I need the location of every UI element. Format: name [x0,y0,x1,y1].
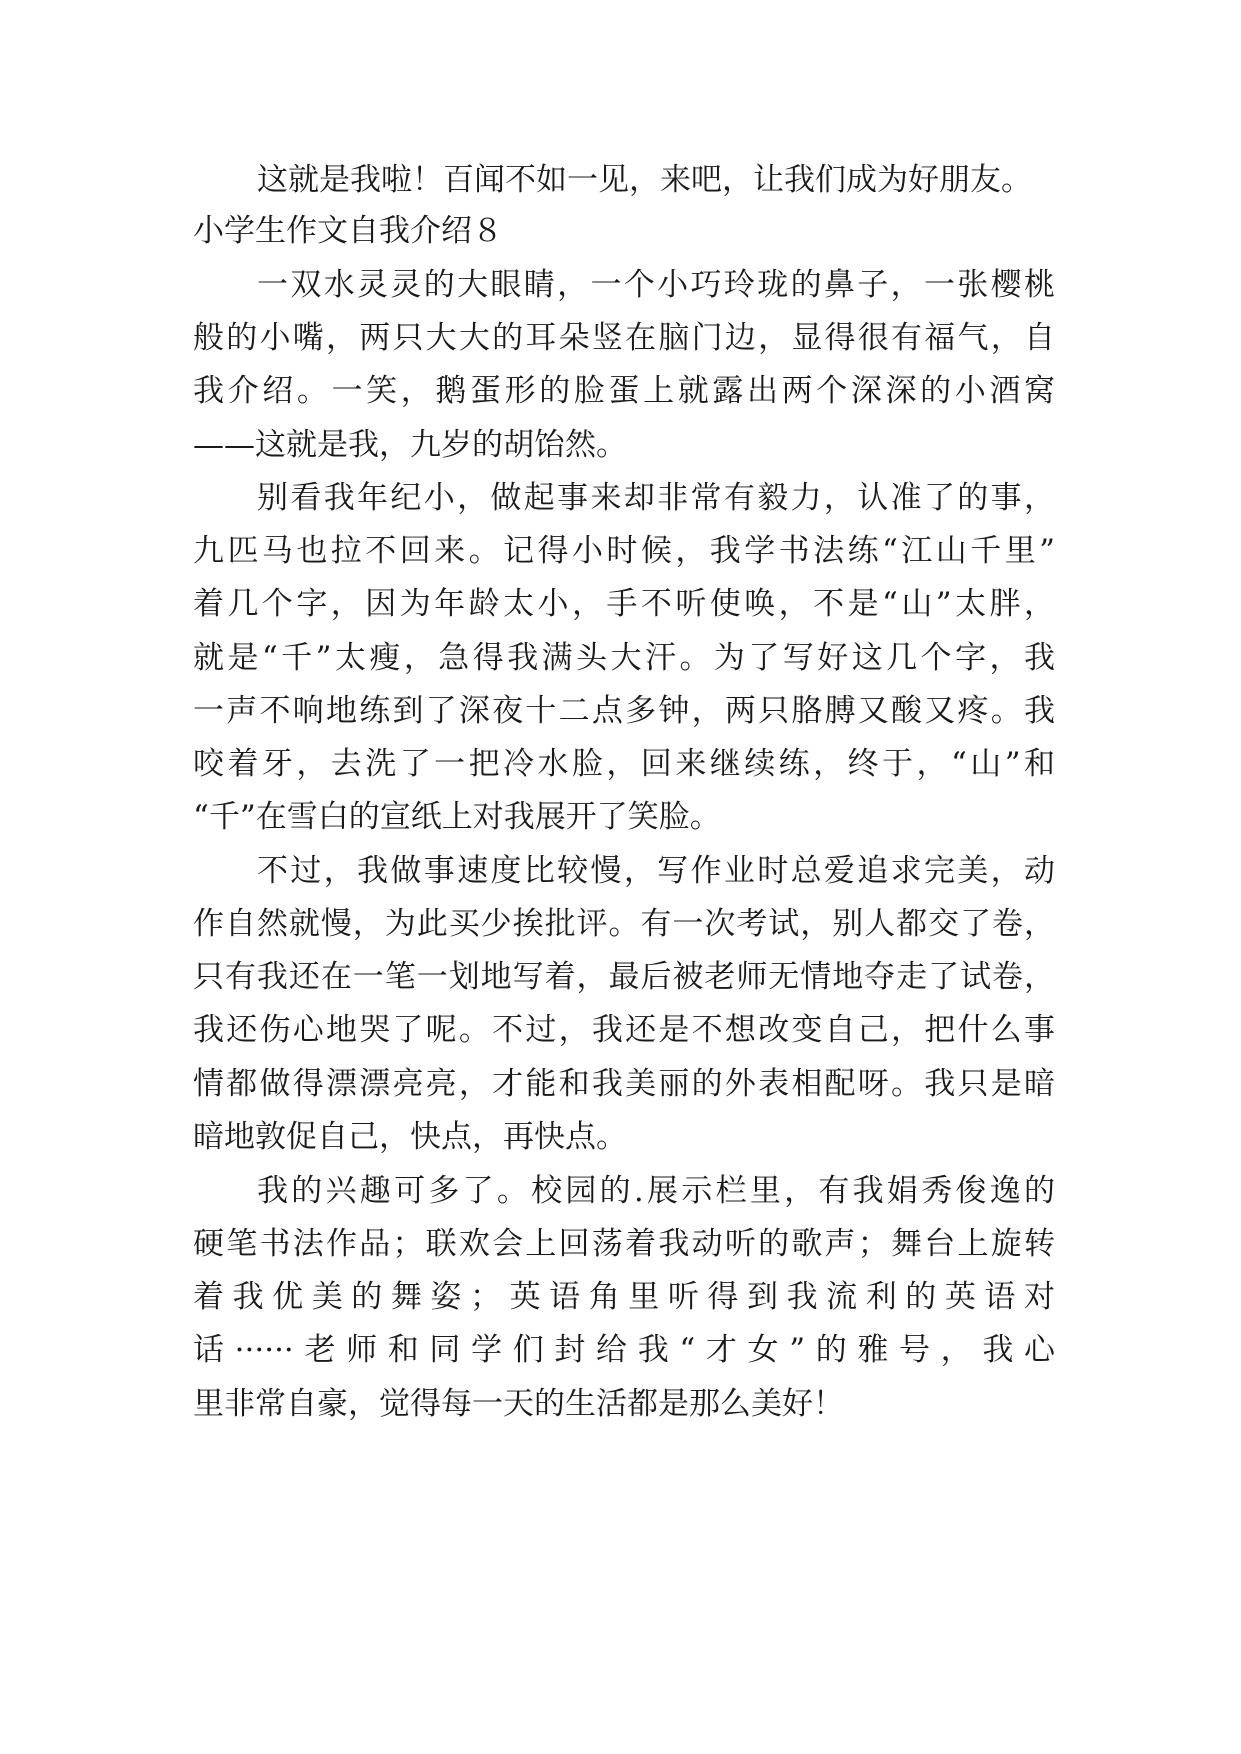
paragraph-line: 着几个字，因为年龄太小，手不听使唤，不是“山”太胖， [193,586,1055,622]
paragraph-line: ——这就是我，九岁的胡饴然。 [193,427,627,463]
paragraph-line: “千”在雪白的宣纸上对我展开了笑脸。 [193,799,721,835]
paragraph-line: 不过，我做事速度比较慢，写作业时总爱追求完美，动 [257,853,1055,889]
closing-line: 这就是我啦！百闻不如一见，来吧，让我们成为好朋友。 [257,162,1032,198]
paragraph-line: 硬笔书法作品；联欢会上回荡着我动听的歌声；舞台上旋转 [193,1226,1055,1262]
paragraph-line: 就是“千”太瘦，急得我满头大汗。为了写好这几个字，我 [193,640,1055,676]
paragraph-line: 九匹马也拉不回来。记得小时候，我学书法练“江山千里” [193,533,1055,569]
paragraph-line: 情都做得漂漂亮亮，才能和我美丽的外表相配呀。我只是暗 [193,1066,1055,1102]
paragraph-line: 着我优美的舞姿；英语角里听得到我流利的英语对 [193,1279,1055,1315]
paragraph-line: 暗地敦促自己，快点，再快点。 [193,1119,627,1155]
paragraph-line: 里非常自豪，觉得每一天的生活都是那么美好！ [193,1386,844,1422]
essay-heading: 小学生作文自我介绍８ [193,213,503,249]
paragraph-line: 咬着牙，去洗了一把冷水脸，回来继续练，终于，“山”和 [193,746,1055,782]
paragraph-line: 一声不响地练到了深夜十二点多钟，两只胳膊又酸又疼。我 [193,693,1055,729]
paragraph-line: 作自然就慢，为此买少挨批评。有一次考试，别人都交了卷， [193,906,1055,942]
paragraph-line: 只有我还在一笔一划地写着，最后被老师无情地夺走了试卷， [193,959,1055,995]
paragraph-line: 般的小嘴，两只大大的耳朵竖在脑门边，显得很有福气，自 [193,320,1055,356]
paragraph-line: 我还伤心地哭了呢。不过，我还是不想改变自己，把什么事 [193,1012,1055,1048]
paragraph-line: 我的兴趣可多了。校园的.展示栏里，有我娟秀俊逸的 [257,1173,1055,1209]
paragraph-line: 我介绍。一笑，鹅蛋形的脸蛋上就露出两个深深的小酒窝 [193,373,1055,409]
paragraph-line: 一双水灵灵的大眼睛，一个小巧玲珑的鼻子，一张樱桃 [257,267,1055,303]
paragraph-line: 别看我年纪小，做起事来却非常有毅力，认准了的事， [257,480,1055,516]
paragraph-line: 话······老师和同学们封给我“才女”的雅号，我心 [193,1332,1055,1368]
